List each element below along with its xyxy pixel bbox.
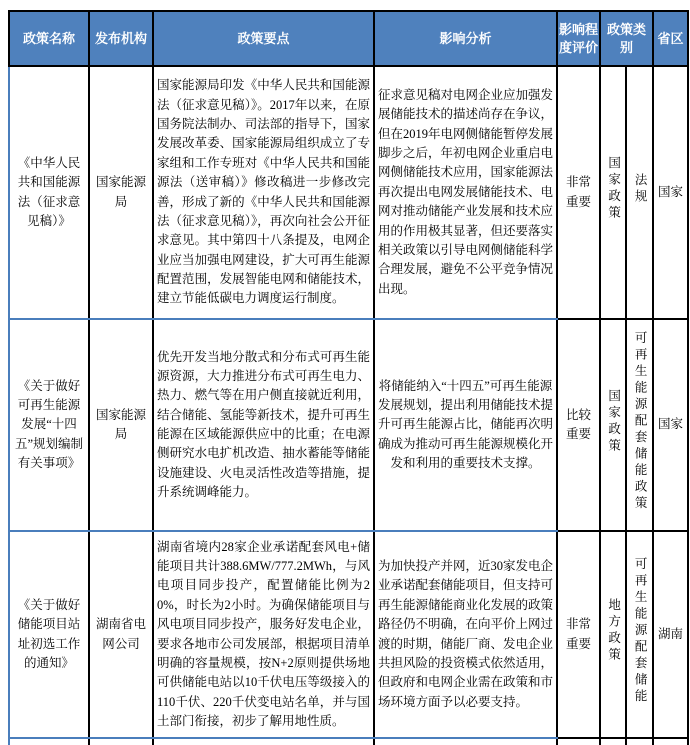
col-header-key-points: 政策要点: [153, 11, 374, 66]
category-secondary-text: 可再生能源配套储能政策: [633, 331, 648, 513]
policy-row: [9, 66, 688, 319]
key-points-cell: 湖南省境内28家企业承诺配套风电+储能项目共计388.6MW/777.2MWh，与风电项目同步投产，配置储能比例为20%，时长为2小时。为确保储能项目与风电项目同步投产，服务好发电企业，要求各地市公司发展部，根据项目清单明确的容量规模，按N+2原则提供场地可供储能电站以10千伏电压等级接入的110千伏、220千伏变电站名单，并与国土部门衔接，初步了解用地性质。: [153, 531, 374, 738]
impact-analysis-cell: 征求意见稿对电网企业应加强发展储能技术的描述尚存在争议，但在2019年电网侧储能暂停发展脚步之后，年初电网企业重启电网侧储能技术应用，国家能源法再次提出电网发展储能技术、电网对推动储能产业发展和技术应用的作用极其显著，但还要落实相关政策以引导电网侧储能科学合理发展，避免不公平竞争情况出现。: [374, 66, 557, 319]
policy-name-cell: 《关于做好可再生能源发展“十四五”规划编制有关事项》: [9, 319, 89, 531]
policy-row: [9, 531, 688, 738]
partial-cell: [626, 738, 653, 745]
col-header-policy-name: 政策名称: [9, 11, 89, 66]
impact-analysis-cell: 为加快投产并网，近30家发电企业承诺配套储能项目，但支持可再生能源储能商业化发展的政策路径仍不明确，在向平价上网过渡的时期，储能厂商、发电企业共担风险的投资模式依然适用，但政府和电网企业需在政策和市场环境方面予以必要支持。: [374, 531, 557, 738]
key-points-cell: 优先开发当地分散式和分布式可再生能源资源，大力推进分布式可再生电力、热力、燃气等在用户侧直接就近利用，结合储能、氢能等新技术，提升可再生能源在区域能源供应中的比重；在电源侧研究水电扩机改造、抽水蓄能等储能设施建设、火电灵活性改造等措施，提升系统调峰能力。: [153, 319, 374, 531]
category-primary-cell: [600, 531, 626, 738]
policy-name-cell: 《关于做好储能项目站址初选工作的通知》: [9, 531, 89, 738]
col-header-issuer: 发布机构: [89, 11, 153, 66]
impact-rating-cell: 比较重要: [557, 319, 600, 531]
category-secondary-text: 法规: [633, 172, 648, 206]
issuer-cell: 国家能源局: [89, 319, 153, 531]
region-cell: 国家: [653, 319, 688, 531]
col-header-impact-rating: 影响程度评价: [557, 11, 600, 66]
category-primary-cell: [600, 66, 626, 319]
impact-rating-cell: 非常重要: [557, 66, 600, 319]
region-cell: 国家: [653, 66, 688, 319]
partial-cell: [653, 738, 688, 745]
region-cell: 湖南: [653, 531, 688, 738]
partial-cell: [9, 738, 89, 745]
partial-cell: [600, 738, 626, 745]
policy-table: [8, 10, 689, 745]
header-row: [9, 11, 688, 66]
policy-name-cell: 《中华人民共和国能源法（征求意见稿）》: [9, 66, 89, 319]
partial-cell: [374, 738, 557, 745]
partial-cell: [89, 738, 153, 745]
category-secondary-cell: [626, 319, 653, 531]
col-header-impact-analysis: 影响分析: [374, 11, 557, 66]
impact-analysis-cell: 将储能纳入“十四五”可再生能源发展规划，提出利用储能技术提升可再生能源占比，储能再次明确成为推动可再生能源规模化开发和利用的重要技术支撑。: [374, 319, 557, 531]
category-primary-cell: [600, 319, 626, 531]
issuer-cell: 国家能源局: [89, 66, 153, 319]
partial-cell: [557, 738, 600, 745]
category-primary-text: 地方政策: [606, 598, 621, 665]
issuer-cell: 湖南省电网公司: [89, 531, 153, 738]
col-header-region: 省区: [653, 11, 688, 66]
category-secondary-cell: [626, 66, 653, 319]
category-secondary-cell: [626, 531, 653, 738]
category-primary-text: 国家政策: [606, 388, 621, 455]
partial-cell: [153, 738, 374, 745]
key-points-cell: 国家能源局印发《中华人民共和国能源法（征求意见稿）》。2017年以来，在原国务院法制办、司法部的指导下，国家发展改革委、国家能源局组织成立了专家组和工作专班对《中华人民共和国能源法（送审稿）》修改稿进一步修改完善，形成了新的《中华人民共和国能源法（征求意见稿）》，再次向社会公开征求意见。其中第四十八条提及，电网企业应当加强电网建设，扩大可再生能源配置范围，发展智能电网和储能技术，建立节能低碳电力调度运行制度。: [153, 66, 374, 319]
policy-row: [9, 319, 688, 531]
impact-rating-cell: 非常重要: [557, 531, 600, 738]
col-header-policy-category: 政策类别: [600, 11, 653, 66]
category-secondary-text: 可再生能源配套储能: [633, 557, 648, 706]
partial-next-row: [9, 738, 688, 745]
category-primary-text: 国家政策: [606, 156, 621, 223]
